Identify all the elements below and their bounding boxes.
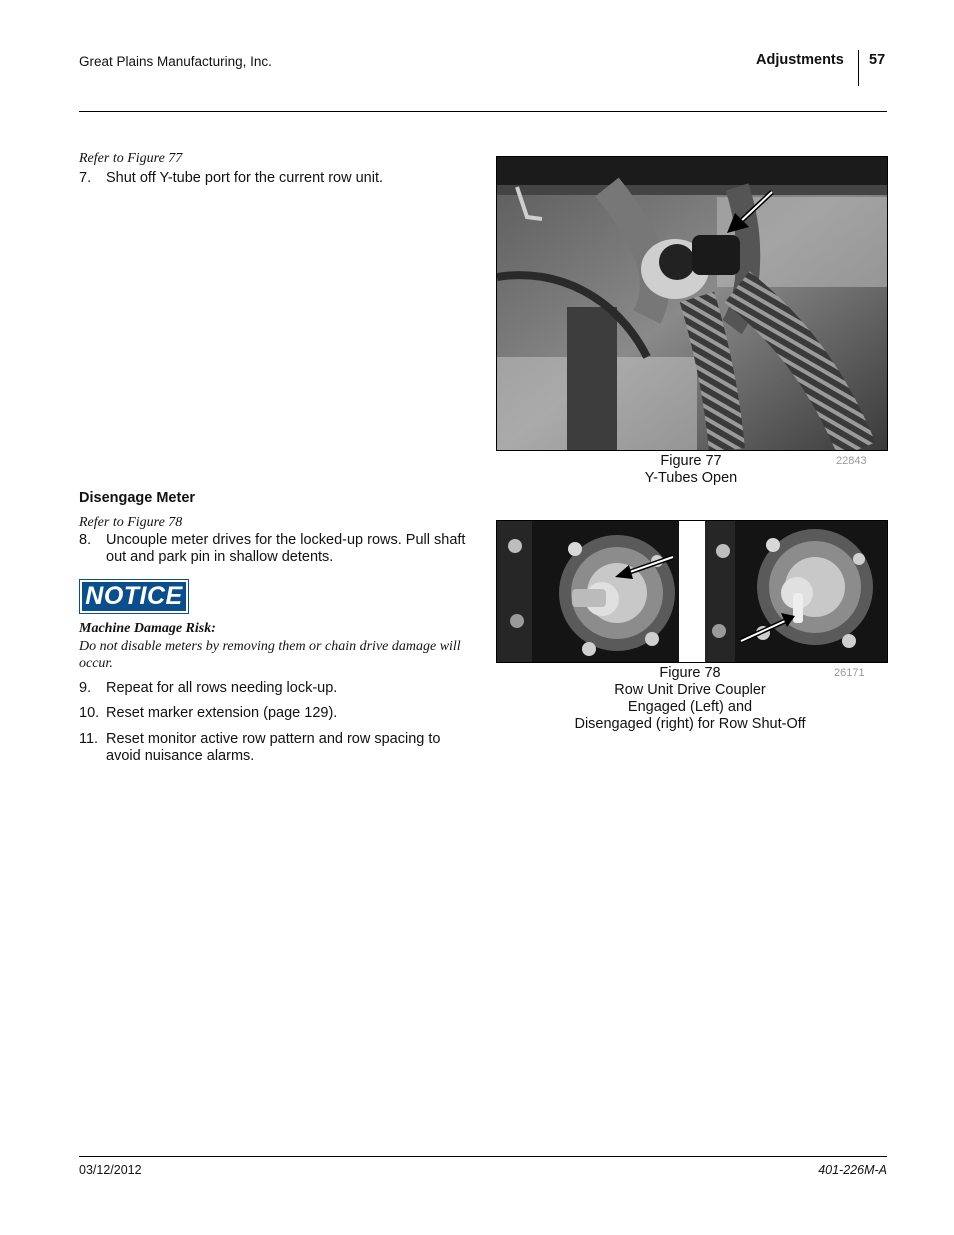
refer-figure-77: Refer to Figure 77	[79, 151, 183, 166]
step-text: Reset marker extension (page 129).	[106, 705, 338, 721]
figure-78-title-line-1: Row Unit Drive Coupler	[614, 682, 766, 698]
step-text: Reset monitor active row pattern and row spacing to avoid nuisance alarms.	[106, 731, 441, 764]
header-rule	[79, 111, 887, 112]
step-number: 8.	[79, 532, 92, 548]
header-separator	[858, 50, 859, 86]
notice-badge	[79, 579, 189, 614]
header-company: Great Plains Manufacturing, Inc.	[79, 54, 272, 69]
figure-78-title-line-2: Engaged (Left) and	[627, 699, 753, 715]
figure-78-photo	[496, 520, 888, 663]
figure-77-title: Y-Tubes Open	[644, 470, 738, 486]
figure-78-title-line-3: Disengaged (right) for Row Shut-Off	[574, 716, 806, 732]
warning-title: Machine Damage Risk:	[79, 621, 216, 636]
figure-77-label: Figure 77	[660, 453, 722, 469]
step-number: 9.	[79, 680, 92, 696]
figure-78-label: Figure 78	[659, 665, 721, 681]
step-number: 10.	[79, 705, 100, 721]
step-9	[79, 680, 469, 698]
figure-77-photo	[496, 156, 888, 451]
page-number: 57	[869, 52, 886, 68]
footer-rule	[79, 1156, 887, 1157]
notice-label: NOTICE	[85, 582, 183, 610]
figure-77-image-id: 22843	[836, 455, 867, 467]
warning-body: Do not disable meters by removing them or chain drive damage will occur.	[79, 639, 461, 671]
step-text: Repeat for all rows needing lock-up.	[106, 680, 338, 696]
figure-77-caption	[596, 453, 786, 487]
refer-figure-78: Refer to Figure 78	[79, 515, 183, 530]
step-number: 11.	[79, 731, 99, 747]
step-text: Shut off Y-tube port for the current row unit.	[106, 170, 384, 186]
header-section-title: Adjustments	[756, 52, 844, 68]
step-number: 7.	[79, 170, 92, 186]
step-8	[79, 532, 469, 568]
step-11	[79, 731, 469, 767]
footer-doc-number: 401-226M-A	[818, 1163, 887, 1177]
step-10	[79, 705, 469, 723]
step-text: Uncouple meter drives for the locked-up rows. Pull shaft out and park pin in shallow detents.	[106, 532, 466, 565]
figure-78-caption	[556, 665, 824, 733]
step-7	[79, 170, 469, 188]
footer-date: 03/12/2012	[79, 1163, 142, 1177]
section-heading-disengage-meter: Disengage Meter	[79, 490, 196, 506]
figure-78-image-id: 26171	[834, 667, 865, 679]
